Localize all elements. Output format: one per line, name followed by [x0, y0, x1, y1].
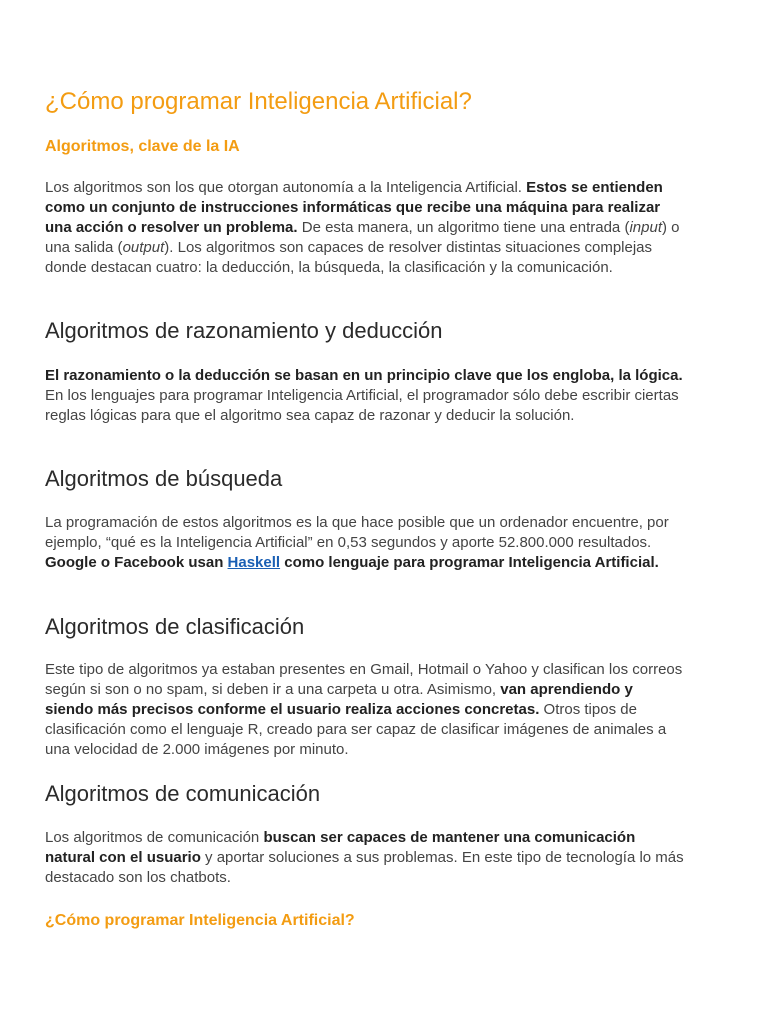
subheading-algoritmos-clave: Algoritmos, clave de la IA [45, 138, 240, 155]
paragraph-intro-text-e: ) o una salida ( [45, 219, 680, 256]
heading-busqueda: Algoritmos de búsqueda [45, 466, 283, 491]
paragraph-clasificacion-text-c: Otros tipos de clasificación como el lenguaje R, creado para ser capaz de clasificar imágenes de animales a una velocidad de 2.000 imágenes por minuto. [45, 701, 667, 758]
subheading-como-programar: ¿Cómo programar Inteligencia Artificial? [45, 912, 355, 929]
paragraph-comunicacion-bold: buscan ser capaces de mantener una comunicación natural con el usuario [45, 829, 636, 866]
paragraph-comunicacion-text-a: Los algoritmos de comunicación [45, 829, 264, 846]
paragraph-intro-italic-input: input [629, 219, 662, 236]
paragraph-intro-bold: Estos se entienden como un conjunto de instrucciones informáticas que recibe una máquina para realizar una acción o resolver un problema. [45, 179, 663, 236]
paragraph-busqueda-text: La programación de estos algoritmos es la que hace posible que un ordenador encuentre, por ejemplo, “qué es la Inteligencia Artificial” en 0,53 segundos y aporte 52.800.000 resultados. [45, 514, 669, 551]
paragraph-busqueda [45, 513, 685, 573]
paragraph-clasificacion-bold: van aprendiendo y siendo más precisos conforme el usuario realiza acciones concretas. [45, 681, 633, 718]
paragraph-intro-italic-output: output [122, 239, 165, 256]
paragraph-busqueda-bold-a: Google o Facebook usan [45, 554, 228, 571]
paragraph-comunicacion [45, 828, 685, 888]
page-title: ¿Cómo programar Inteligencia Artificial? [45, 88, 472, 115]
paragraph-razonamiento [45, 366, 685, 426]
paragraph-comunicacion-text-c: y aportar soluciones a sus problemas. En este tipo de tecnología lo más destacado son los chatbots. [45, 849, 684, 886]
paragraph-intro [45, 178, 685, 278]
paragraph-razonamiento-text: En los lenguajes para programar Inteligencia Artificial, el programador sólo debe escribir ciertas reglas lógicas para que el algoritmo sea capaz de razonar y deducir la solución. [45, 387, 679, 424]
paragraph-intro-text-g: ). Los algoritmos son capaces de resolver distintas situaciones complejas donde destacan cuatro: la deducción, la búsqueda, la clasificación y la comunicación. [45, 239, 653, 276]
paragraph-clasificacion-text-a: Este tipo de algoritmos ya estaban presentes en Gmail, Hotmail o Yahoo y clasifican los correos según si son o no spam, si deben ir a una carpeta u otra. Asimismo, [45, 661, 683, 698]
heading-clasificacion: Algoritmos de clasificación [45, 614, 305, 639]
paragraph-intro-text-c: De esta manera, un algoritmo tiene una entrada ( [297, 219, 630, 236]
paragraph-busqueda-bold-c: como lenguaje para programar Inteligencia Artificial. [280, 554, 659, 571]
heading-comunicacion: Algoritmos de comunicación [45, 781, 321, 806]
heading-razonamiento: Algoritmos de razonamiento y deducción [45, 318, 443, 343]
paragraph-clasificacion [45, 660, 685, 760]
paragraph-intro-text-a: Los algoritmos son los que otorgan autonomía a la Inteligencia Artificial. [45, 179, 527, 196]
paragraph-razonamiento-bold: El razonamiento o la deducción se basan en un principio clave que los engloba, la lógica. [45, 367, 683, 384]
haskell-link[interactable]: Haskell [227, 554, 281, 571]
